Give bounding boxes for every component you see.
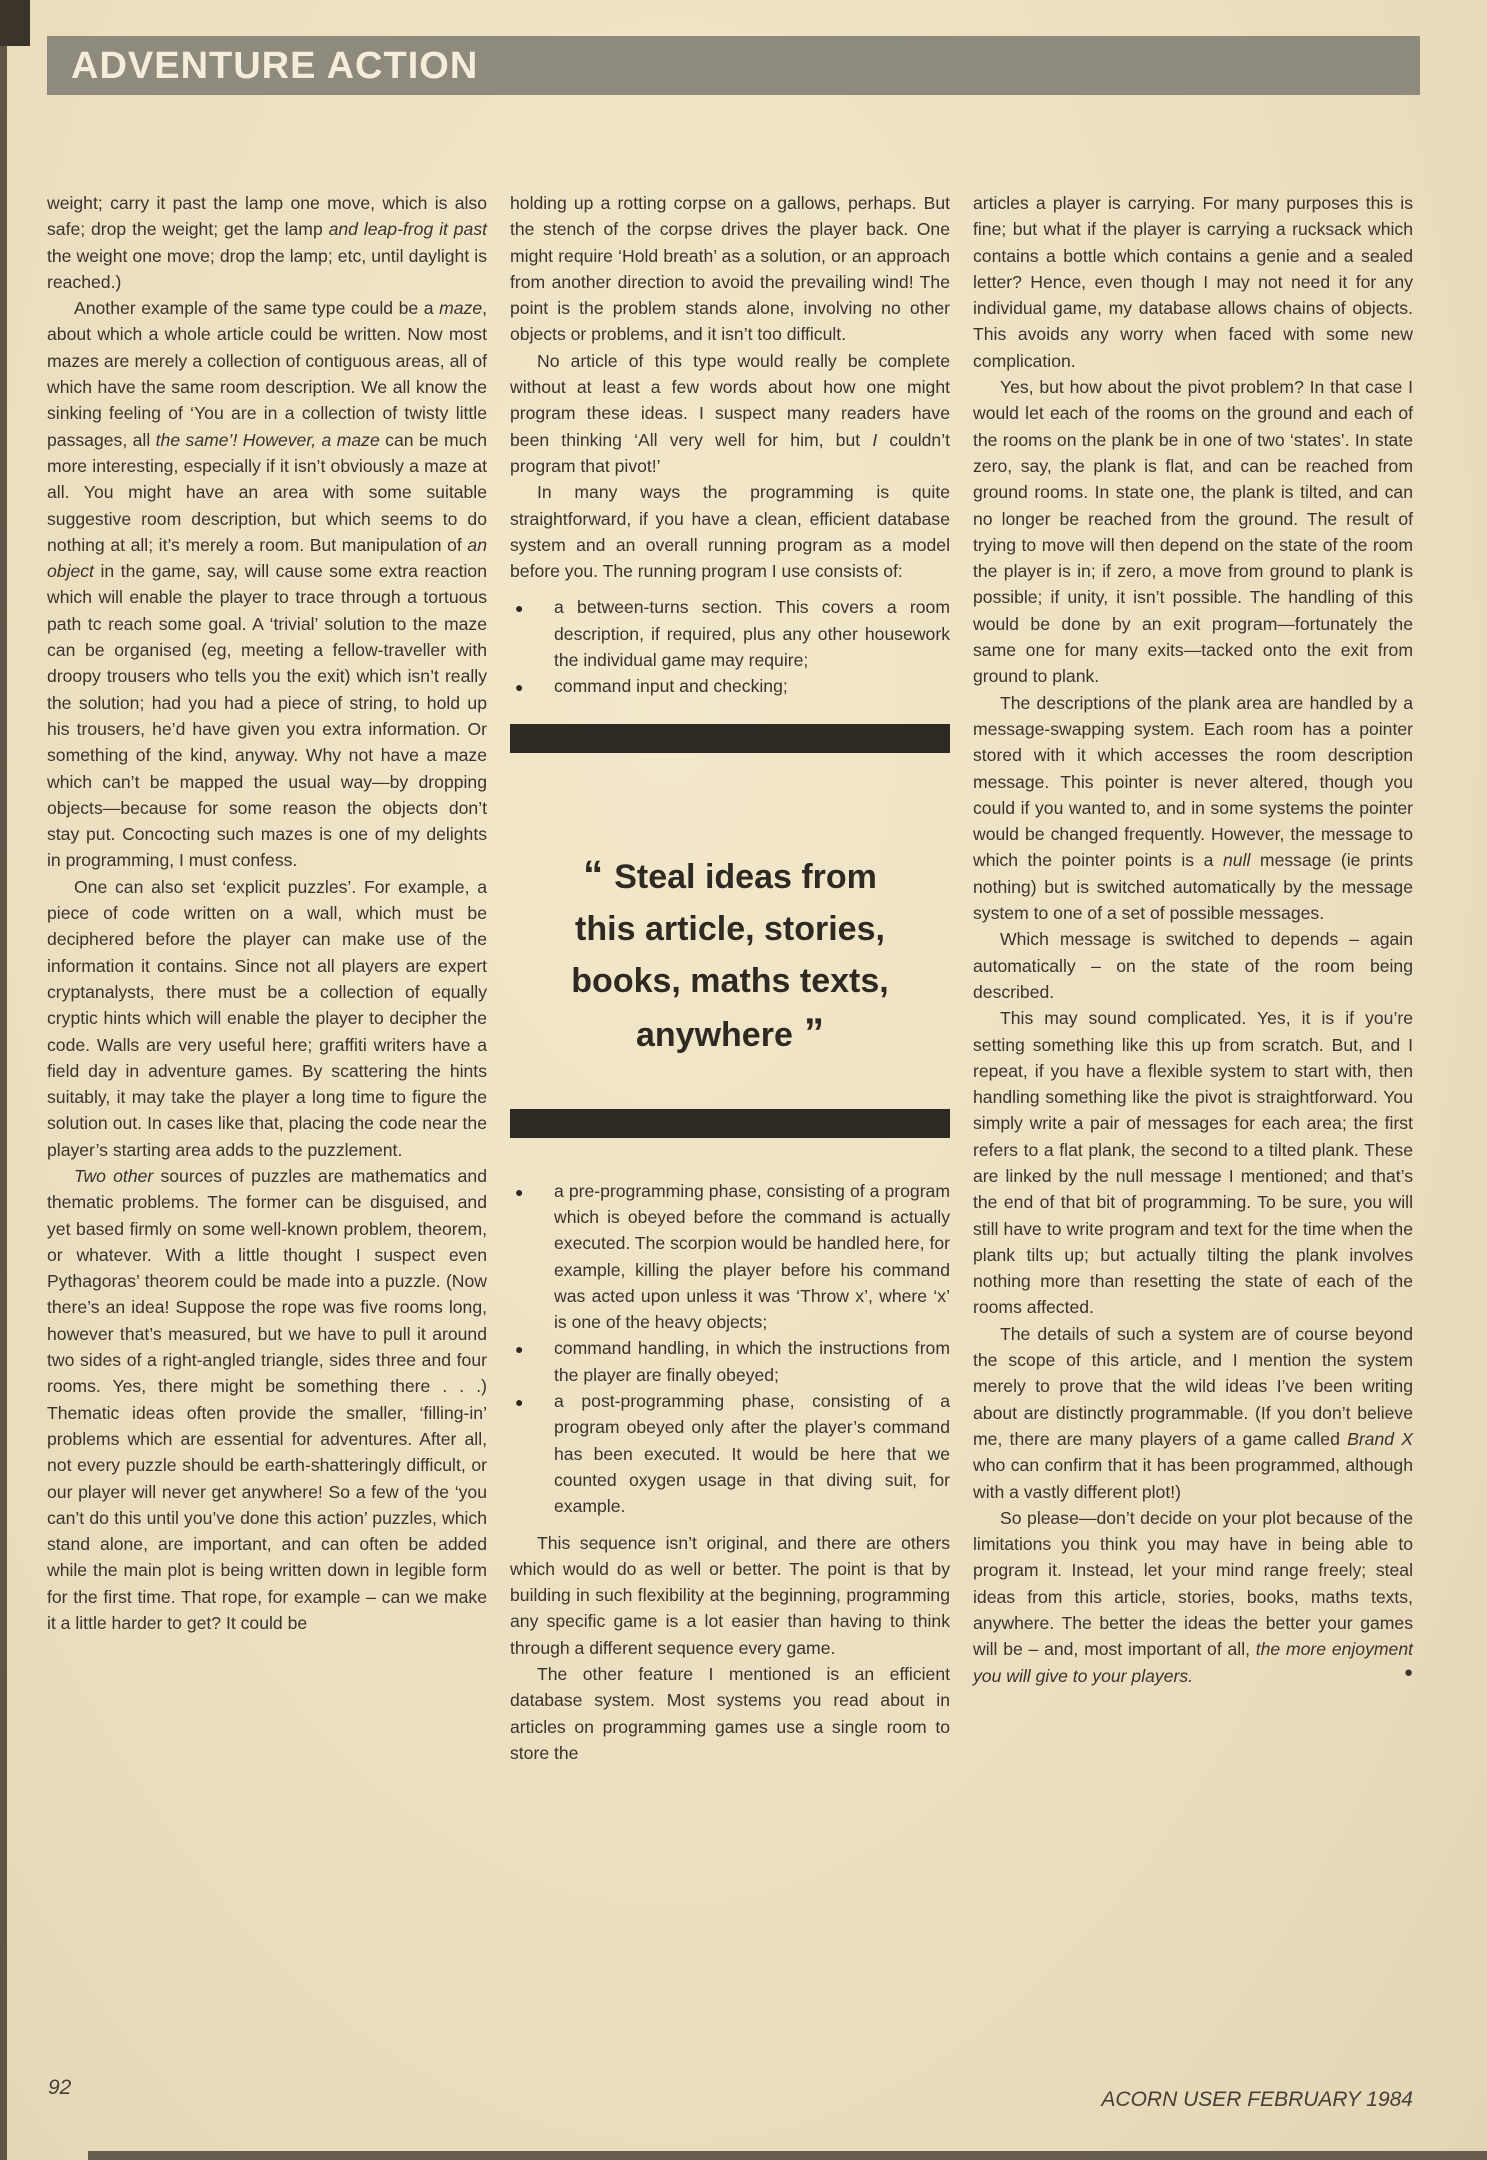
text-column-1 xyxy=(47,190,487,1636)
paragraph xyxy=(973,374,1413,690)
bullet-icon: ● xyxy=(515,1394,524,1411)
body-text: weight; carry it past the lamp one move, which is also safe; drop the weight; get the lamp xyxy=(47,193,487,240)
paragraph xyxy=(47,874,487,1163)
pull-quote-line: books, maths texts, xyxy=(571,961,889,1000)
paragraph xyxy=(47,1163,487,1636)
body-text: a between-turns section. This covers a room description, if required, plus any other housework the individual game may require; xyxy=(554,597,950,671)
paragraph xyxy=(973,1321,1413,1505)
body-text: The details of such a system are of course beyond the scope of this article, and I mention the system merely to prove that the wild ideas I’ve been writing about are distinctly programmable. (If you don’t believe me, there are many players of a game called xyxy=(973,1323,1413,1449)
scan-edge-left xyxy=(0,0,7,2160)
body-text: The other feature I mentioned is an efficient database system. Most systems you read about in articles on programming games use a single room to store the xyxy=(510,1663,950,1763)
body-text: No article of this type would really be complete without at least a few words about how one might program these ideas. I suspect many readers have been thinking ‘All very well for him, but xyxy=(510,350,950,450)
paragraph xyxy=(47,190,487,295)
body-text: a post-programming phase, consisting of a program obeyed only after the player’s command has been executed. It would be here that we counted oxygen usage in that diving suit, for example. xyxy=(554,1391,950,1517)
pull-quote-line: this article, stories, xyxy=(575,909,885,948)
body-text: One can also set ‘explicit puzzles’. For example, a piece of code written on a wall, which must be deciphered before the player can make use of the information it contains. Since not all players are expert cryptanalysts, there must be a collection of equally cryptic hints which will enable the player to decipher the code. Walls are very useful here; graffiti writers have a field day in adventure games. By scattering the hints suitably, it may take the player a long time to figure the solution out. In cases like that, placing the code near the player’s starting area adds to the puzzlement. xyxy=(47,876,487,1160)
text-column-2 xyxy=(510,190,950,1766)
body-text: So please—don’t decide on your plot because of the limitations you think you may have in being able to program it. Instead, let your mind range freely; steal ideas from this article, stories, books, maths texts, anywhere. The better the ideas the better your games will be – and, most important of all, xyxy=(973,1507,1413,1660)
page-number: 92 xyxy=(48,2076,72,2099)
body-text: a pre-programming phase, consisting of a program which is obeyed before the command is actually executed. The scorpion would be handled here, for example, killing the player before his command was acted upon unless it was ‘Throw x’, where ‘x’ is one of the heavy objects; xyxy=(554,1180,950,1333)
italic-text: I xyxy=(872,429,878,450)
bullet-item xyxy=(510,1335,950,1388)
italic-text: Two other xyxy=(74,1165,154,1186)
bullet-icon: ● xyxy=(515,1183,524,1200)
body-text: articles a player is carrying. For many purposes this is fine; but what if the player is carrying a rucksack which contains a bottle which contains a genie and a sealed letter? Hence, even though I may not need it for any individual game, my database allows chains of objects. This avoids any worry when faced with some new complication. xyxy=(973,193,1413,371)
body-text: couldn’t program that pivot!’ xyxy=(510,429,951,476)
body-text: can be much more interesting, especially if it isn’t obviously a maze at all. You might have an area with some suitable suggestive room description, but which seems to do nothing at all; it’s merely a room. But manipulation of xyxy=(47,429,487,555)
body-text: Which message is switched to depends – again automatically – on the state of the room being described. xyxy=(973,929,1413,1002)
italic-text: an object xyxy=(47,534,487,582)
bullet-item xyxy=(510,673,950,699)
italic-text: null xyxy=(1222,850,1251,871)
body-text: message (ie prints nothing) but is switched automatically by the message system to one of a set of possible messages. xyxy=(973,850,1413,924)
bullet-item xyxy=(510,1388,950,1519)
header-bar xyxy=(47,36,1420,95)
paragraph xyxy=(973,690,1413,927)
bullet-icon: ● xyxy=(515,600,524,617)
body-text: , about which a whole article could be written. Now most mazes are merely a collection of contiguous areas, all of which have the same room description. We all know the sinking feeling of ‘You are in a collection of twisty little passages, all xyxy=(47,298,487,450)
body-text: in the game, say, will cause some extra reaction which will enable the player to trace through a tortuous path tc reach some goal. A ‘trivial’ solution to the maze can be organised (eg, meeting a fellow-traveller with droopy trousers who tells you the exit) which isn’t really the solution; had you had a piece of string, to hold up his trousers, he’d have given you extra information. Or something of the kind, anyway. Why not have a maze which can’t be mapped the usual way—by dropping objects—because for some reason the objects don’t stay put. Concocting such mazes is one of my delights in programming, I must confess. xyxy=(47,561,487,871)
pull-quote xyxy=(510,849,950,1061)
bullet-icon: ● xyxy=(515,1341,524,1358)
text-column-3 xyxy=(973,190,1413,1689)
italic-text: maze xyxy=(439,298,483,319)
italic-text: the same’! However, a maze xyxy=(155,429,380,450)
body-text: who can confirm that it has been programmed, although with a vastly different plot!) xyxy=(973,1455,1413,1502)
italic-text: the more enjoyment you will give to your players. xyxy=(973,1639,1413,1686)
bullet-item xyxy=(510,1178,950,1336)
footer-magazine-date: ACORN USER FEBRUARY 1984 xyxy=(1101,2088,1413,2111)
body-text: holding up a rotting corpse on a gallows, perhaps. But the stench of the corpse drives the player back. One might require ‘Hold breath’ as a solution, or an approach from another direction to avoid the prevailing wind! The point is the problem stands alone, involving no other objects or problems, and it isn’t too difficult. xyxy=(510,193,950,345)
paragraph xyxy=(973,926,1413,1005)
body-text: command handling, in which the instructions from the player are finally obeyed; xyxy=(554,1338,950,1385)
paragraph xyxy=(510,1661,950,1766)
body-text: In many ways the programming is quite straightforward, if you have a clean, efficient database system and an overall running program as a model before you. The running program I use consists of: xyxy=(510,482,950,582)
paragraph xyxy=(510,190,950,348)
body-text: command input and checking; xyxy=(554,676,788,697)
body-text: The descriptions of the plank area are handled by a message-swapping system. Each room has a pointer stored with it which accesses the room description message. This pointer is never altered, though you could if you wanted to, and in some systems the pointer would be changed frequently. However, the message to which the pointer points is a xyxy=(973,692,1413,871)
bullet-item xyxy=(510,594,950,673)
body-text: This sequence isn’t original, and there are others which would do as well or better. The point is that by building in such flexibility at the beginning, programming any specific game is a lot easier than having to think through a different sequence every game. xyxy=(510,1532,950,1658)
paragraph xyxy=(973,1005,1413,1321)
pull-quote-line: “ Steal ideas from xyxy=(583,852,877,897)
italic-text: and leap-frog it past xyxy=(328,219,487,240)
close-quote-icon: ” xyxy=(792,1010,824,1055)
body-text: Yes, but how about the pivot problem? In that case I would let each of the rooms on the ground and each of the rooms on the plank be in one of two ‘states’. In state zero, say, the plank is flat, and can be reached from ground rooms. In state one, the plank is tilted, and can no longer be reached from the ground. The result of trying to move will then depend on the state of the room the player is in; if zero, a move from ground to plank is possible; if unity, it isn’t possible. The handling of this would be done by an exit program—fortunately the same one for many exits—tacked onto the exit from ground to plank. xyxy=(973,377,1413,687)
body-text: This may sound complicated. Yes, it is if you’re setting something like this up from scratch. But, and I repeat, if you have a flexible system to start with, then handling something like the pivot is straightforward. You simply write a pair of messages for each area; the first refers to a flat plank, the second to a tilted plank. These are linked by the null message I mentioned; and that’s the end of that bit of programming. To be sure, you will still have to write program and text for the time when the plank tilts up; but actually tilting the plank involves nothing more than resetting the state of each of the rooms affected. xyxy=(973,1008,1413,1318)
body-text: sources of puzzles are mathematics and thematic problems. The former can be disguised, and yet based firmly on some well-known problem, theorem, or whatever. With a little thought I suspect even Pythagoras’ theorem could be made into a puzzle. (Now there’s an idea! Suppose the rope was five rooms long, however that’s measured, but we have to pull it around two sides of a right-angled triangle, sides three and four rooms. Yes, there might be something there . . .) Thematic ideas often provide the smaller, ‘filling-in’ problems which are essential for adventures. After all, not every puzzle should be earth-shatteringly difficult, or our player will never get anywhere! So a few of the ‘you can’t do this until you’ve done this action’ puzzles, which stand alone, are important, and can often be added while the main plot is being written down in legible form for the first time. That rope, for example – can we make it a little harder to get? It could be xyxy=(47,1165,487,1634)
article-end-icon: ● xyxy=(1403,1663,1413,1681)
paragraph xyxy=(973,190,1413,374)
bullet-icon: ● xyxy=(515,679,524,696)
paragraph xyxy=(510,1530,950,1661)
open-quote-icon: “ xyxy=(583,852,615,897)
body-text: Another example of the same type could be a xyxy=(74,298,440,319)
italic-text: Brand X xyxy=(1347,1428,1413,1449)
scan-edge-bottom xyxy=(88,2151,1487,2160)
paragraph xyxy=(47,295,487,874)
scan-corner-blot xyxy=(0,0,30,46)
paragraph xyxy=(510,479,950,584)
paragraph xyxy=(973,1505,1413,1689)
page-title: ADVENTURE ACTION xyxy=(71,45,479,87)
divider-bar xyxy=(510,724,950,753)
paragraph xyxy=(510,348,950,479)
pull-quote-line: anywhere ” xyxy=(636,1010,824,1055)
body-text: the weight one move; drop the lamp; etc, until daylight is reached.) xyxy=(47,245,487,292)
divider-bar xyxy=(510,1109,950,1138)
